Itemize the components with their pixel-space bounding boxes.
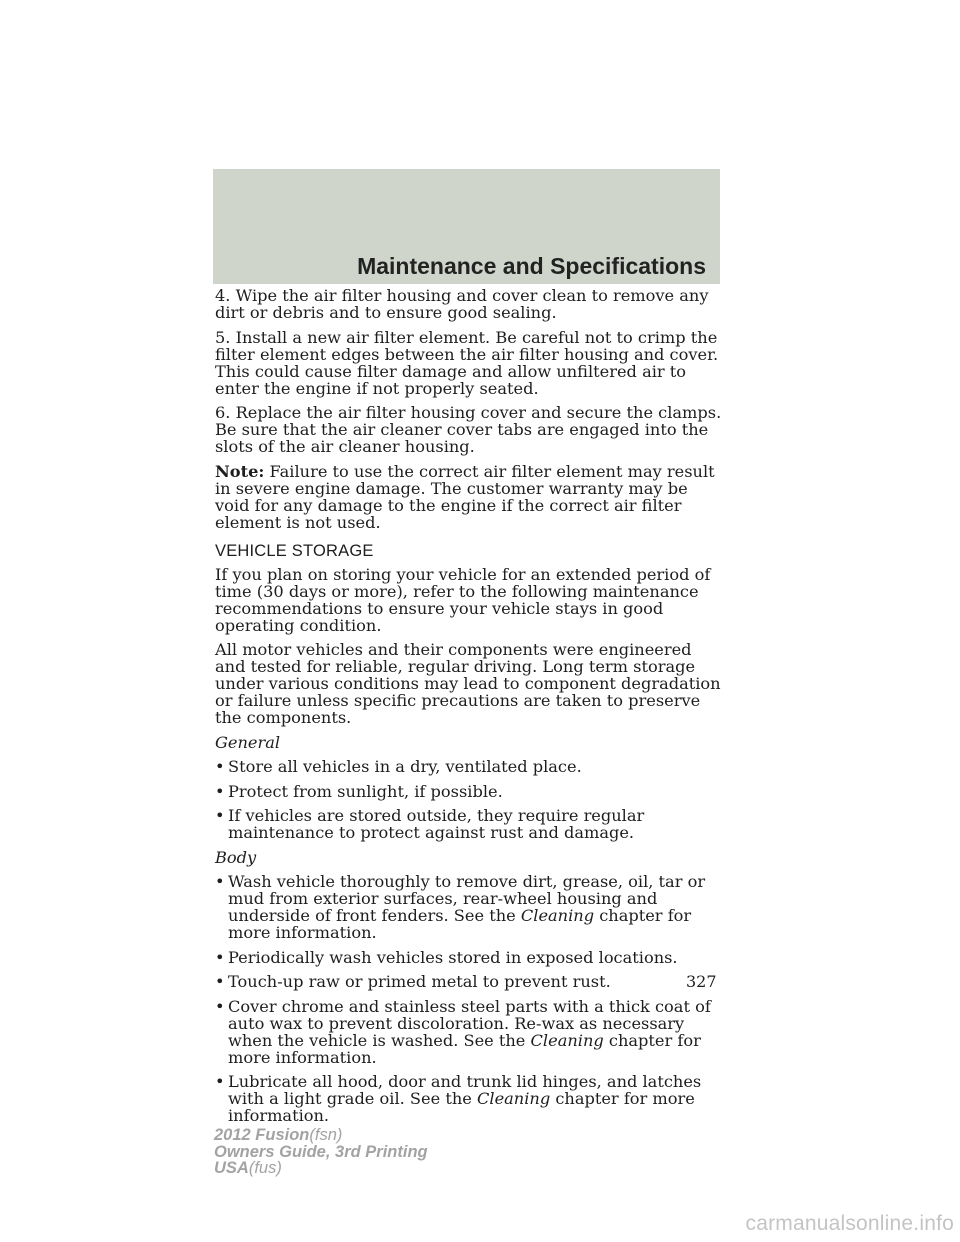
body-list — [215, 873, 725, 1124]
bullet-icon: • — [215, 781, 225, 801]
bullet-icon: • — [215, 996, 225, 1016]
body-subheading: Body — [215, 847, 257, 867]
step-5: 5. Install a new air filter element. Be careful not to crimp the filter element edges between the air filter housing and cover. This could cause filter damage and allow unfiltered air to enter the engine if not properly seated. — [215, 327, 719, 398]
list-item: • Lubricate all hood, door and trunk lid hinges, and latches with a light grade oil. See the Cleaning chapter for more information. — [215, 1072, 702, 1125]
bullet-icon: • — [215, 757, 225, 776]
list-item: • Cover chrome and stainless steel parts with a thick coat of auto wax to prevent discoloration. Re-wax as necessary when the vehicle is washed. See the Cleaning chapter for more information. — [215, 996, 711, 1067]
footer-model-line: 2012 Fusion(fsn) — [214, 1126, 343, 1144]
footer-region-line: USA(fus) — [214, 1159, 282, 1177]
footer-guide-line: Owners Guide, 3rd Printing — [214, 1142, 428, 1161]
list-item: • Protect from sunlight, if possible. — [215, 781, 503, 801]
bullet-icon: • — [215, 972, 225, 991]
list-item: • If vehicles are stored outside, they require regular maintenance to protect against rust and damage. — [215, 806, 645, 842]
page-content — [215, 287, 725, 1132]
section-header-band — [213, 169, 720, 284]
list-item: • Touch-up raw or primed metal to prevent rust. — [215, 972, 611, 991]
document-footer — [214, 1127, 428, 1177]
bullet-icon: • — [215, 872, 225, 891]
storage-intro-1: If you plan on storing your vehicle for an extended period of time (30 days or more), refer to the following maintenance recommendations to ensure your vehicle stays in good operating condition. — [215, 564, 711, 635]
list-item: • Wash vehicle thoroughly to remove dirt, grease, oil, tar or mud from exterior surfaces, rear-wheel housing and underside of front fenders. See the Cleaning chapter for more information. — [215, 872, 706, 942]
bullet-icon: • — [215, 1072, 225, 1091]
cleaning-chapter-ref: Cleaning — [520, 906, 595, 925]
general-subheading: General — [215, 732, 281, 752]
note-text: Failure to use the correct air filter element may result in severe engine damage. The customer warranty may be void for any damage to the engine if the correct air filter element is not used. — [215, 461, 715, 532]
general-list — [215, 758, 725, 841]
section-title: Maintenance and Specifications — [357, 253, 706, 279]
cleaning-chapter-ref: Cleaning — [477, 1089, 551, 1108]
storage-intro-2: All motor vehicles and their components were engineered and tested for reliable, regular driving. Long term storage under various conditions may lead to component degradation or failure unless specific precautions are taken to preserve the components. — [215, 640, 721, 727]
bullet-icon: • — [215, 947, 225, 967]
list-item: • Store all vehicles in a dry, ventilated place. — [215, 757, 582, 776]
watermark: carmanualsonline.info — [745, 1212, 954, 1235]
note-label: Note: — [215, 461, 265, 481]
step-4: 4. Wipe the air filter housing and cover clean to remove any dirt or debris and to ensure good sealing. — [215, 286, 709, 322]
cleaning-chapter-ref: Cleaning — [530, 1030, 604, 1050]
list-item: • Periodically wash vehicles stored in exposed locations. — [215, 947, 678, 967]
bullet-icon: • — [215, 806, 225, 825]
step-6: 6. Replace the air filter housing cover and secure the clamps. Be sure that the air cleaner cover tabs are engaged into the slots of the air cleaner housing. — [215, 403, 722, 456]
vehicle-storage-heading: VEHICLE STORAGE — [215, 541, 374, 560]
page-number: 327 — [686, 972, 717, 991]
note-paragraph — [215, 463, 725, 531]
